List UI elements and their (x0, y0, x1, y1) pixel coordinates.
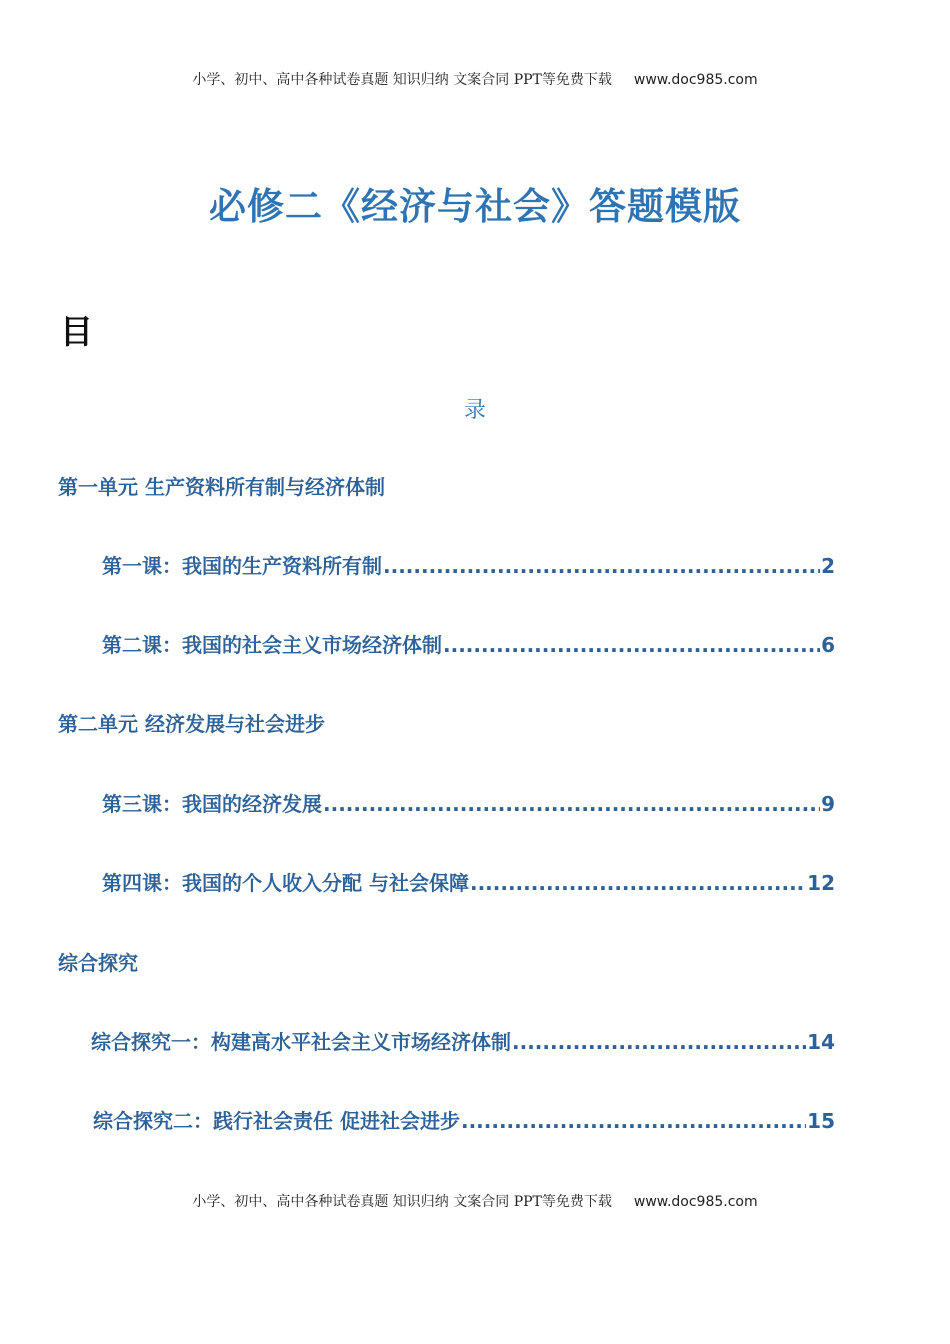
toc-entry-label: 第三课：我国的经济发展 (102, 792, 322, 816)
toc-entry-page: 2 (821, 554, 835, 578)
footer-text: 小学、初中、高中各种试卷真题 知识归纳 文案合同 PPT等免费下载 (192, 1194, 612, 1210)
toc-leader-dots (461, 1109, 806, 1133)
toc-entry-inquiry-1[interactable] (91, 1026, 835, 1055)
toc-entry-lesson-1[interactable] (102, 550, 835, 579)
toc-entry-page: 6 (821, 633, 835, 657)
toc-entry-lesson-3[interactable] (102, 788, 835, 817)
header-text: 小学、初中、高中各种试卷真题 知识归纳 文案合同 PPT等免费下载 (192, 72, 612, 88)
toc-entry-label: 第二课：我国的社会主义市场经济体制 (102, 633, 442, 657)
toc-unit-2[interactable]: 第二单元 经济发展与社会进步 (58, 712, 325, 736)
toc-entry-lesson-2[interactable] (102, 629, 835, 658)
header-site-link[interactable]: www.doc985.com (633, 72, 758, 88)
toc-entry-lesson-4[interactable] (102, 867, 835, 896)
toc-unit-3[interactable]: 综合探究 (58, 951, 138, 975)
toc-heading-part2: 录 (463, 398, 486, 423)
toc-leader-dots (443, 633, 820, 657)
toc-leader-dots (323, 792, 820, 816)
toc-entry-page: 9 (821, 792, 835, 816)
toc-leader-dots (383, 554, 820, 578)
toc-entry-label: 综合探究一：构建高水平社会主义市场经济体制 (91, 1030, 511, 1054)
document-title: 必修二《经济与社会》答题模版 (209, 185, 741, 228)
toc-entry-label: 第四课：我国的个人收入分配 与社会保障 (102, 871, 469, 895)
toc-unit-1[interactable]: 第一单元 生产资料所有制与经济体制 (58, 475, 385, 499)
toc-entry-page: 14 (807, 1030, 835, 1054)
toc-heading-part1: 目 (60, 312, 93, 351)
toc-leader-dots (470, 871, 806, 895)
toc-leader-dots (512, 1030, 806, 1054)
toc-entry-page: 15 (807, 1109, 835, 1133)
page-header (0, 69, 950, 89)
toc-entry-inquiry-2[interactable] (93, 1105, 835, 1134)
toc-entry-page: 12 (807, 871, 835, 895)
toc-entry-label: 综合探究二：践行社会责任 促进社会进步 (93, 1109, 460, 1133)
toc-entry-label: 第一课：我国的生产资料所有制 (102, 554, 382, 578)
footer-site-link[interactable]: www.doc985.com (633, 1194, 758, 1210)
page-footer (0, 1191, 950, 1211)
